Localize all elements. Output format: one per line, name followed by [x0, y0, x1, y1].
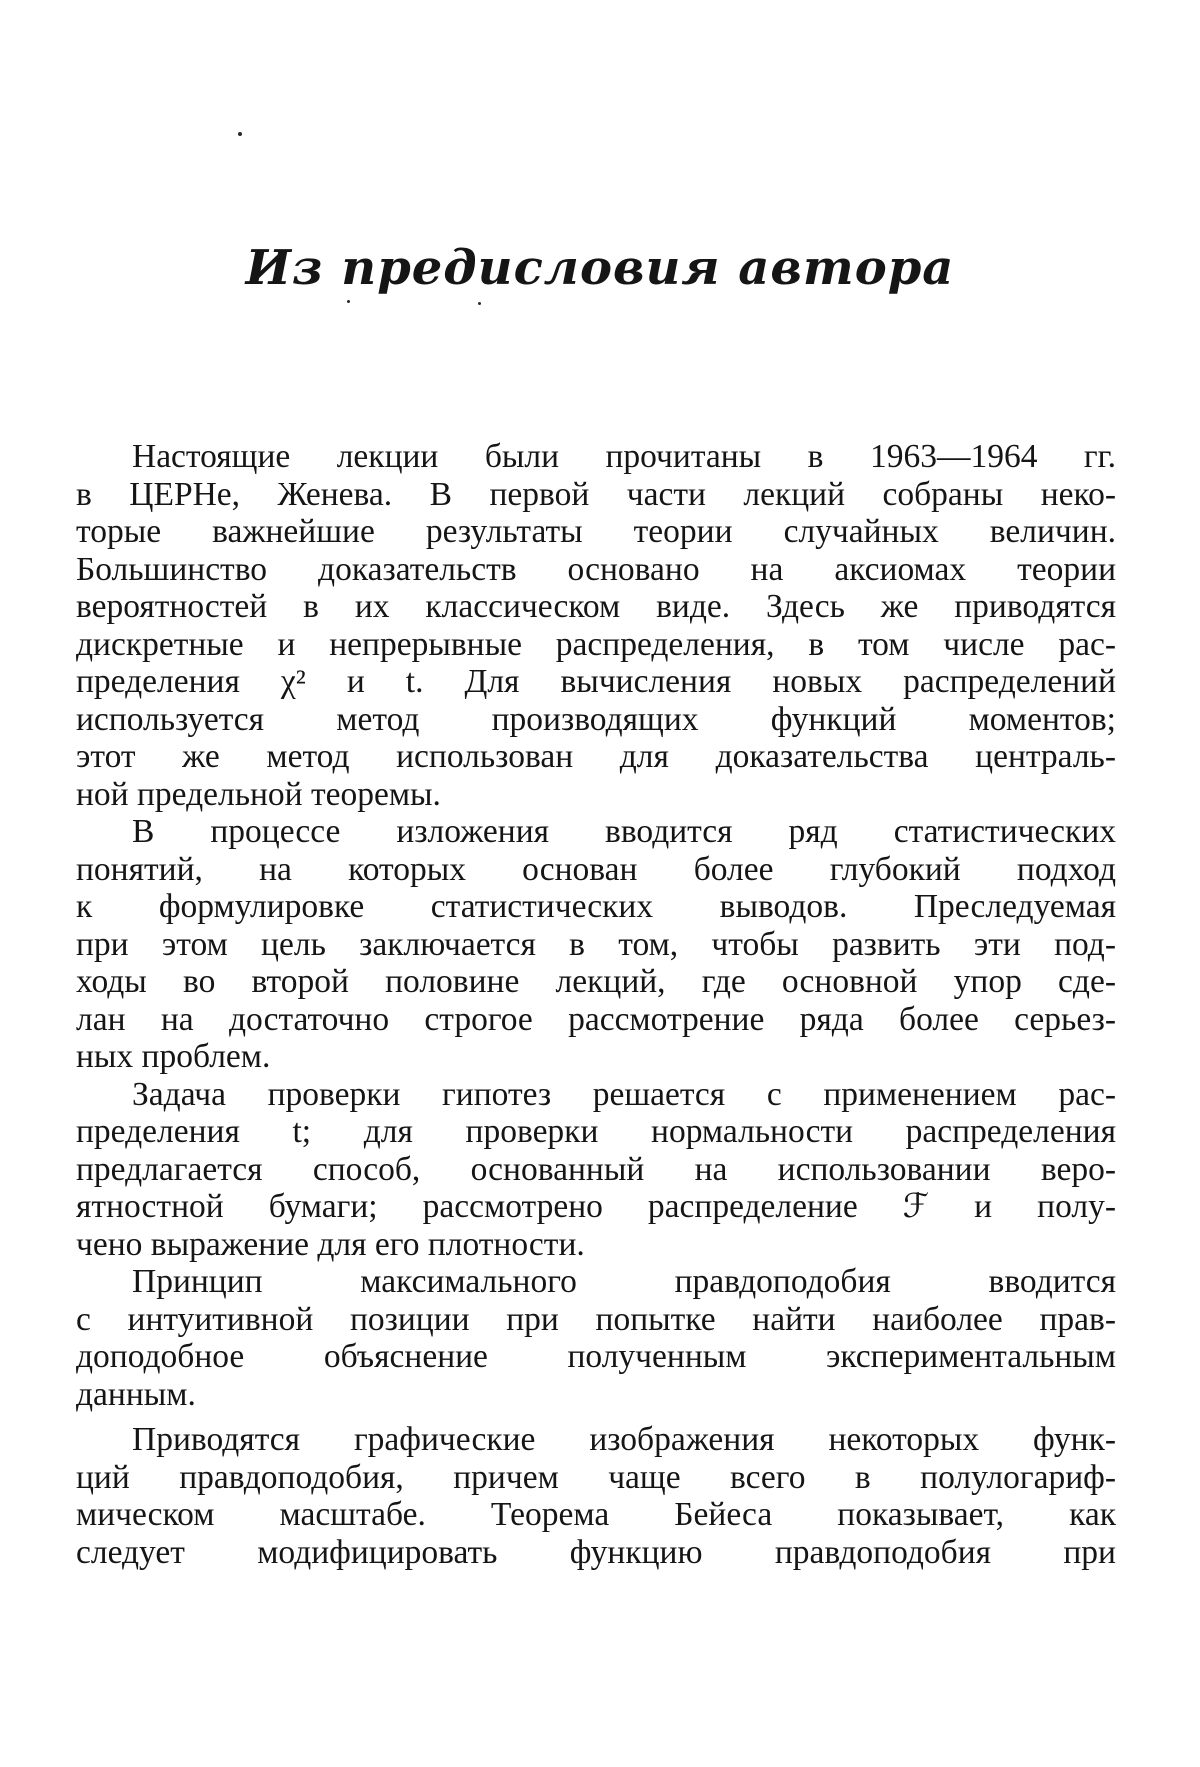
- text-line: ций правдоподобия, причем чаще всего в полулогариф-: [76, 1458, 1116, 1496]
- text-line: ных проблем.: [76, 1038, 271, 1075]
- text-line: понятий, на которых основан более глубокий подход: [76, 850, 1116, 888]
- text-line: данным.: [76, 1375, 196, 1413]
- text-line: Настоящие лекции были прочитаны в 1963—1964 гг.: [132, 438, 1116, 475]
- text-line: предлагается способ, основанный на использовании веро-: [76, 1150, 1116, 1188]
- text-line: при этом цель заключается в том, чтобы развить эти под-: [76, 925, 1116, 963]
- text-line: лан на достаточно строгое рассмотрение ряда более серьез-: [76, 1000, 1116, 1038]
- text-line: этот же метод использован для доказательства централь-: [76, 738, 1116, 775]
- paragraph-gap: [76, 1413, 1116, 1421]
- text-line: ходы во второй половине лекций, где основной упор сде-: [76, 963, 1116, 1000]
- scan-speck: [347, 300, 350, 303]
- text-line: Большинство доказательств основано на аксиомах теории: [76, 550, 1116, 588]
- text-line: мическом масштабе. Теорема Бейеса показывает, как: [76, 1496, 1116, 1533]
- page-title: Из предисловия автора: [245, 240, 955, 296]
- text-line: в ЦЕРНе, Женева. В первой части лекций собраны неко-: [76, 475, 1116, 513]
- scan-speck: [478, 302, 481, 305]
- text-line: В процессе изложения вводится ряд статистических: [132, 813, 1116, 850]
- text-line: пределения χ² и t. Для вычисления новых распределений: [76, 663, 1116, 700]
- text-line: дискретные и непрерывные распределения, в том числе рас-: [76, 625, 1116, 663]
- text-line: Приводятся графические изображения некоторых функ-: [132, 1421, 1116, 1458]
- text-line: ятностной бумаги; рассмотрено распределение ℱ и полу-: [76, 1188, 1116, 1225]
- text-line: следует модифицировать функцию правдоподобия при: [76, 1533, 1116, 1571]
- text-line: с интуитивной позиции при попытке найти наиболее прав-: [76, 1300, 1116, 1338]
- text-line: доподобное объяснение полученным экспериментальным: [76, 1338, 1116, 1375]
- text-line: ной предельной теоремы.: [76, 775, 441, 813]
- text-line: Задача проверки гипотез решается с применением рас-: [132, 1075, 1116, 1113]
- scan-speck: [238, 132, 242, 136]
- text-line: чено выражение для его плотности.: [76, 1225, 585, 1263]
- text-line: торые важнейшие результаты теории случайных величин.: [76, 513, 1116, 550]
- text-line: пределения t; для проверки нормальности распределения: [76, 1113, 1116, 1150]
- preface-text: [76, 438, 1116, 1571]
- text-line: используется метод производящих функций моментов;: [76, 700, 1116, 738]
- text-line: вероятностей в их классическом виде. Здесь же приводятся: [76, 588, 1116, 625]
- text-line: к формулировке статистических выводов. Преследуемая: [76, 888, 1116, 925]
- text-line: Принцип максимального правдоподобия вводится: [132, 1263, 1116, 1300]
